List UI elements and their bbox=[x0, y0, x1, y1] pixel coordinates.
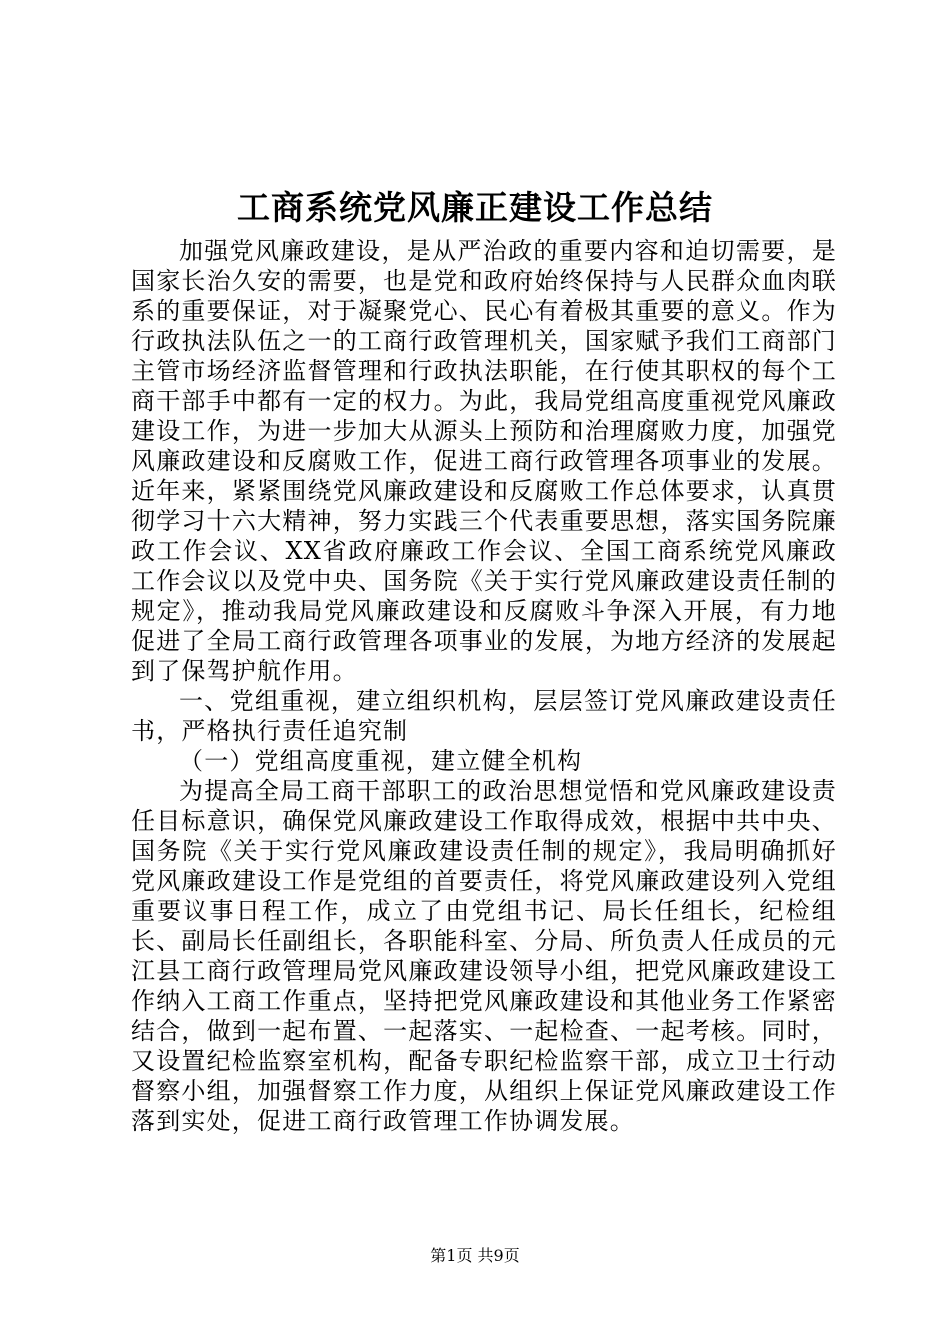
intro-paragraph: 加强党风廉政建设，是从严治政的重要内容和迫切需要，是国家长治久安的需要，也是党和政府始终保持与人民群众血肉联系的重要保证，对于凝聚党心、民心有着极其重要的意义。作为行政执法队伍之一的工商行政管理机关，国家赋予我们工商部门主管市场经济监督管理和行政执法职能，在行使其职权的每个工商干部手中都有一定的权力。为此，我局党组高度重视党风廉政建设工作，为进一步加大从源头上预防和治理腐败力度，加强党风廉政建设和反腐败工作，促进工商行政管理各项事业的发展。近年来，紧紧围绕党风廉政建设和反腐败工作总体要求，认真贯彻学习十六大精神，努力实践三个代表重要思想，落实国务院廉政工作会议、XX省政府廉政工作会议、全国工商系统党风廉政工作会议以及党中央、国务院《关于实行党风廉政建设责任制的规定》，推动我局党风廉政建设和反腐败斗争深入开展，有力地促进了全局工商行政管理各项事业的发展，为地方经济的发展起到了保驾护航作用。 bbox=[131, 237, 837, 685]
section-heading-1: 一、党组重视，建立组织机构，层层签订党风廉政建设责任书，严格执行责任追究制 bbox=[131, 687, 837, 745]
page-number-footer: 第1页 共9页 bbox=[430, 1246, 520, 1265]
document-body bbox=[131, 236, 837, 1136]
subsection-heading-1: （一）党组高度重视，建立健全机构 bbox=[179, 747, 583, 775]
document-title: 工商系统党风廉正建设工作总结 bbox=[237, 188, 713, 227]
body-paragraph: 为提高全局工商干部职工的政治思想觉悟和党风廉政建设责任目标意识，确保党风廉政建设工作取得成效，根据中共中央、国务院《关于实行党风廉政建设责任制的规定》，我局明确抓好党风廉政建设工作是党组的首要责任，将党风廉政建设列入党组重要议事日程工作，成立了由党组书记、局长任组长，纪检组长、副局长任副组长，各职能科室、分局、所负责人任成员的元江县工商行政管理局党风廉政建设领导小组，把党风廉政建设工作纳入工商工作重点，坚持把党风廉政建设和其他业务工作紧密结合，做到一起布置、一起落实、一起检查、一起考核。同时，又设置纪检监察室机构，配备专职纪检监察干部，成立卫士行动督察小组，加强督察工作力度，从组织上保证党风廉政建设工作落到实处，促进工商行政管理工作协调发展。 bbox=[131, 777, 837, 1135]
